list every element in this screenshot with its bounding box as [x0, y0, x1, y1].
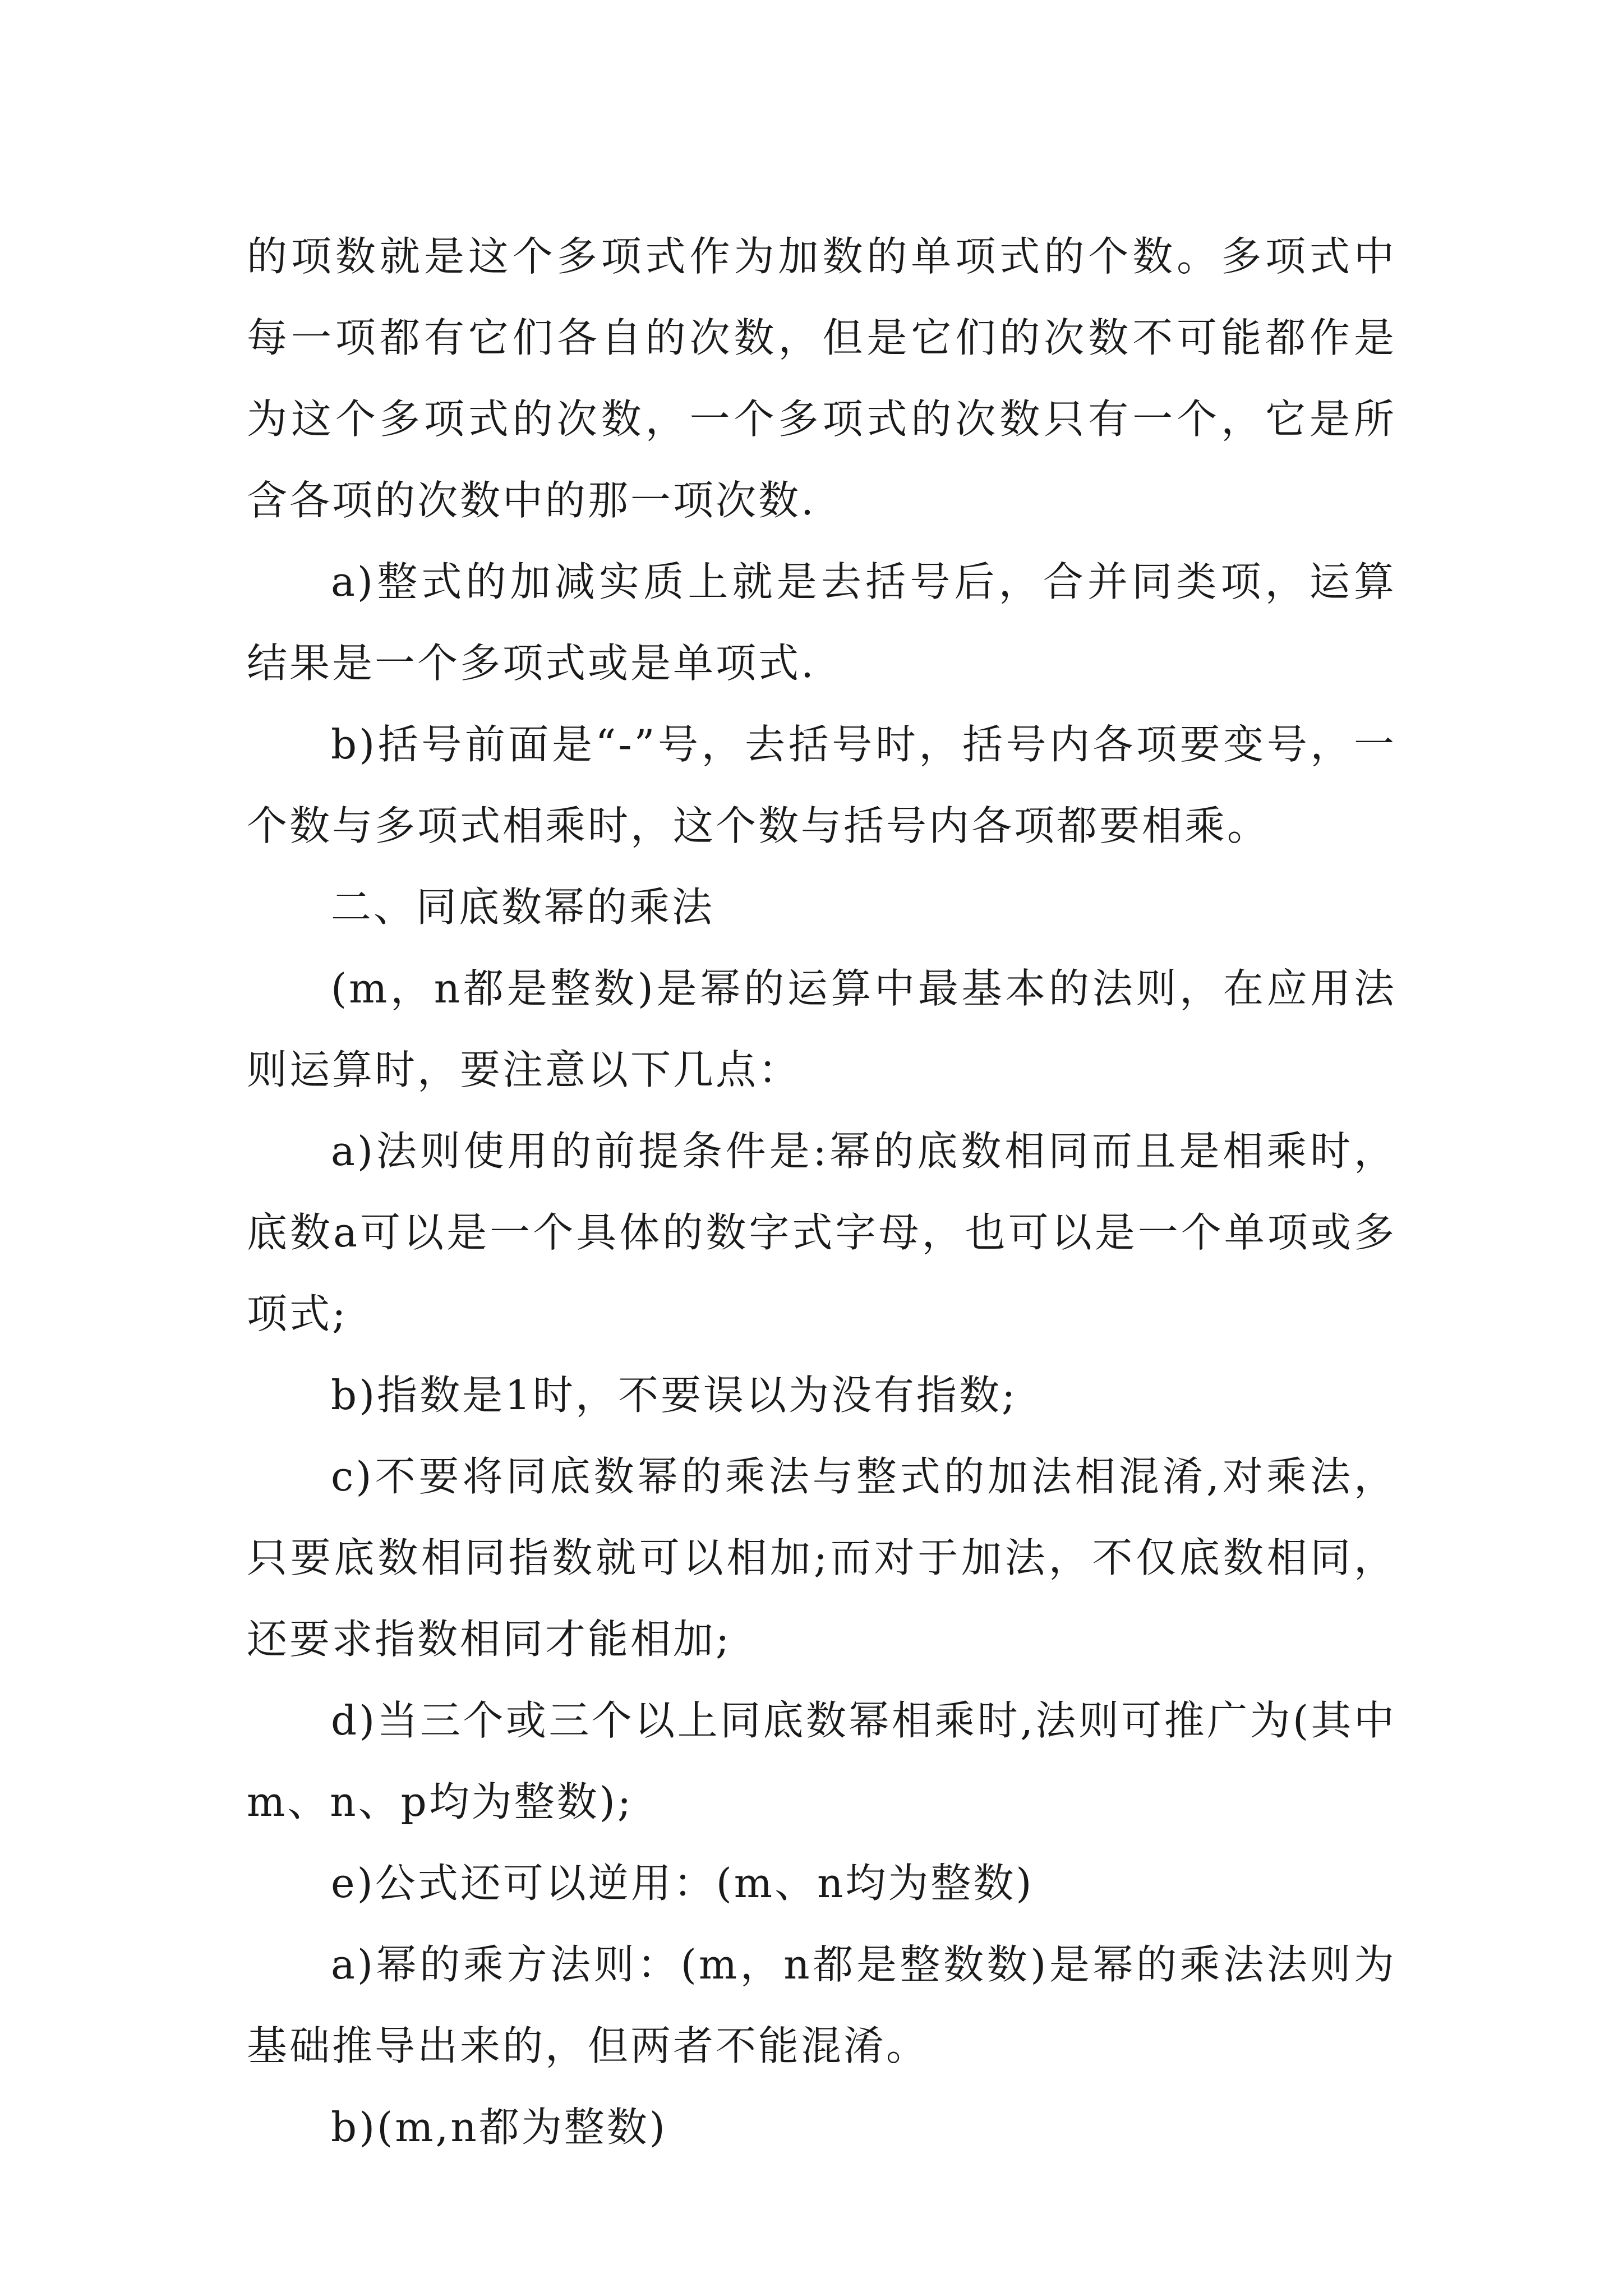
paragraph-bracket-rule: b)括号前面是“-”号，去括号时，括号内各项要变号，一个数与多项式相乘时，这个数与括号内各项都要相乘。 [247, 721, 1396, 849]
paragraph-power-rule-intro: (m，n都是整数)是幂的运算中最基本的法则，在应用法则运算时，要注意以下几点： [247, 965, 1396, 1093]
paragraph-do-not-confuse: c)不要将同底数幂的乘法与整式的加法相混淆,对乘法，只要底数相同指数就可以相加;而对于加法，不仅底数相同，还要求指数相同才能相加; [247, 1453, 1396, 1663]
paragraph-power-of-power: a)幂的乘方法则：(m，n都是整数数)是幂的乘法法则为基础推导出来的，但两者不能混淆。 [247, 1941, 1396, 2069]
document-body [247, 216, 1396, 2168]
paragraph-rule-condition: a)法则使用的前提条件是:幂的底数相同而且是相乘时，底数a可以是一个具体的数字式字母，也可以是一个单项或多项式; [247, 1128, 1396, 1337]
section-heading-same-base-power: 二、同底数幂的乘法 [331, 884, 715, 931]
paragraph-three-or-more: d)当三个或三个以上同底数幂相乘时,法则可推广为(其中m、n、p均为整数); [247, 1697, 1396, 1825]
paragraph-polynomial-degree: 的项数就是这个多项式作为加数的单项式的个数。多项式中每一项都有它们各自的次数，但是它们的次数不可能都作是为这个多项式的次数，一个多项式的次数只有一个，它是所含各项的次数中的那一项次数. [247, 233, 1396, 524]
paragraph-add-subtract-rule: a)整式的加减实质上就是去括号后，合并同类项，运算结果是一个多项式或是单项式. [247, 558, 1396, 687]
paragraph-reverse-use: e)公式还可以逆用：(m、n均为整数) [331, 1860, 1034, 1907]
paragraph-mn-integers: b)(m,n都为整数) [331, 2104, 667, 2151]
paragraph-exponent-one: b)指数是1时，不要误以为没有指数; [331, 1372, 1018, 1419]
